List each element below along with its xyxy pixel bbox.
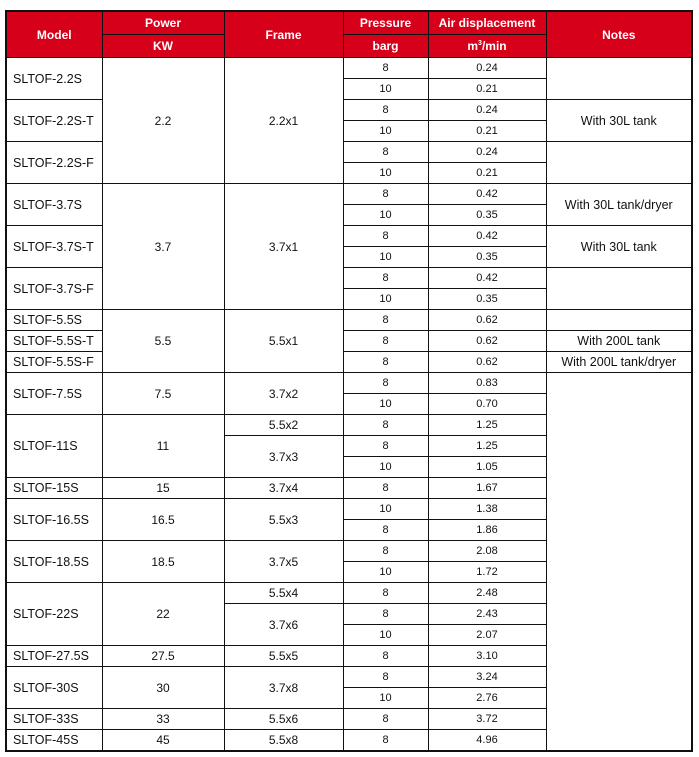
pressure-cell: 8 bbox=[343, 436, 428, 457]
frame-cell: 3.7x6 bbox=[224, 604, 343, 646]
air-displacement-cell: 1.86 bbox=[428, 520, 546, 541]
power-cell: 30 bbox=[102, 667, 224, 709]
model-cell: SLTOF-15S bbox=[6, 478, 102, 499]
model-cell: SLTOF-27.5S bbox=[6, 646, 102, 667]
power-cell: 2.2 bbox=[102, 58, 224, 184]
frame-cell: 2.2x1 bbox=[224, 58, 343, 184]
power-cell: 11 bbox=[102, 415, 224, 478]
pressure-cell: 8 bbox=[343, 142, 428, 163]
air-displacement-cell: 0.42 bbox=[428, 226, 546, 247]
notes-cell bbox=[546, 373, 692, 752]
header-power-unit: KW bbox=[102, 35, 224, 58]
model-cell: SLTOF-3.7S-F bbox=[6, 268, 102, 310]
header-pressure: Pressure bbox=[343, 11, 428, 35]
table-body bbox=[6, 58, 692, 752]
frame-cell: 5.5x6 bbox=[224, 709, 343, 730]
air-displacement-cell: 2.76 bbox=[428, 688, 546, 709]
power-cell: 27.5 bbox=[102, 646, 224, 667]
pressure-cell: 8 bbox=[343, 520, 428, 541]
model-cell: SLTOF-3.7S-T bbox=[6, 226, 102, 268]
pressure-cell: 10 bbox=[343, 457, 428, 478]
air-displacement-cell: 2.43 bbox=[428, 604, 546, 625]
pressure-cell: 10 bbox=[343, 499, 428, 520]
model-cell: SLTOF-45S bbox=[6, 730, 102, 752]
pressure-cell: 8 bbox=[343, 583, 428, 604]
pressure-cell: 8 bbox=[343, 310, 428, 331]
frame-cell: 5.5x1 bbox=[224, 310, 343, 373]
power-cell: 7.5 bbox=[102, 373, 224, 415]
air-unit-base: m bbox=[467, 39, 479, 53]
air-displacement-cell: 2.08 bbox=[428, 541, 546, 562]
model-cell: SLTOF-2.2S-T bbox=[6, 100, 102, 142]
power-cell: 45 bbox=[102, 730, 224, 752]
table-row bbox=[6, 58, 692, 79]
air-displacement-cell: 1.72 bbox=[428, 562, 546, 583]
model-cell: SLTOF-11S bbox=[6, 415, 102, 478]
power-cell: 22 bbox=[102, 583, 224, 646]
model-cell: SLTOF-7.5S bbox=[6, 373, 102, 415]
air-displacement-cell: 0.42 bbox=[428, 184, 546, 205]
model-cell: SLTOF-3.7S bbox=[6, 184, 102, 226]
frame-cell: 3.7x5 bbox=[224, 541, 343, 583]
model-cell: SLTOF-5.5S-T bbox=[6, 331, 102, 352]
pressure-cell: 8 bbox=[343, 667, 428, 688]
model-cell: SLTOF-5.5S bbox=[6, 310, 102, 331]
air-displacement-cell: 0.42 bbox=[428, 268, 546, 289]
specification-table bbox=[5, 10, 693, 752]
air-displacement-cell: 1.25 bbox=[428, 436, 546, 457]
pressure-cell: 10 bbox=[343, 394, 428, 415]
pressure-cell: 10 bbox=[343, 289, 428, 310]
pressure-cell: 8 bbox=[343, 646, 428, 667]
air-displacement-cell: 0.35 bbox=[428, 205, 546, 226]
air-displacement-cell: 0.62 bbox=[428, 352, 546, 373]
air-unit-sup: 3 bbox=[478, 40, 482, 47]
model-cell: SLTOF-2.2S bbox=[6, 58, 102, 100]
notes-cell: With 30L tank/dryer bbox=[546, 184, 692, 226]
header-power: Power bbox=[102, 11, 224, 35]
air-displacement-cell: 0.21 bbox=[428, 79, 546, 100]
power-cell: 33 bbox=[102, 709, 224, 730]
pressure-cell: 8 bbox=[343, 478, 428, 499]
air-displacement-cell: 1.25 bbox=[428, 415, 546, 436]
frame-cell: 5.5x8 bbox=[224, 730, 343, 752]
air-displacement-cell: 4.96 bbox=[428, 730, 546, 752]
air-displacement-cell: 0.35 bbox=[428, 247, 546, 268]
power-cell: 16.5 bbox=[102, 499, 224, 541]
pressure-cell: 10 bbox=[343, 163, 428, 184]
header-notes: Notes bbox=[546, 11, 692, 58]
pressure-cell: 10 bbox=[343, 205, 428, 226]
air-displacement-cell: 3.72 bbox=[428, 709, 546, 730]
air-displacement-cell: 3.10 bbox=[428, 646, 546, 667]
frame-cell: 5.5x2 bbox=[224, 415, 343, 436]
notes-cell: With 200L tank bbox=[546, 331, 692, 352]
air-displacement-cell: 0.70 bbox=[428, 394, 546, 415]
pressure-cell: 8 bbox=[343, 415, 428, 436]
pressure-cell: 8 bbox=[343, 226, 428, 247]
notes-cell: With 30L tank bbox=[546, 226, 692, 268]
air-displacement-cell: 0.21 bbox=[428, 121, 546, 142]
air-displacement-cell: 1.38 bbox=[428, 499, 546, 520]
frame-cell: 3.7x4 bbox=[224, 478, 343, 499]
table-row bbox=[6, 373, 692, 394]
air-displacement-cell: 0.62 bbox=[428, 310, 546, 331]
pressure-cell: 8 bbox=[343, 58, 428, 79]
frame-cell: 3.7x8 bbox=[224, 667, 343, 709]
pressure-cell: 8 bbox=[343, 373, 428, 394]
header-air-displacement: Air displacement bbox=[428, 11, 546, 35]
frame-cell: 3.7x2 bbox=[224, 373, 343, 415]
header-air-unit bbox=[428, 35, 546, 58]
pressure-cell: 8 bbox=[343, 541, 428, 562]
pressure-cell: 10 bbox=[343, 688, 428, 709]
power-cell: 3.7 bbox=[102, 184, 224, 310]
air-displacement-cell: 0.35 bbox=[428, 289, 546, 310]
air-unit-rest: /min bbox=[481, 39, 507, 53]
frame-cell: 3.7x1 bbox=[224, 184, 343, 310]
air-displacement-cell: 2.07 bbox=[428, 625, 546, 646]
air-displacement-cell: 2.48 bbox=[428, 583, 546, 604]
air-displacement-cell: 1.67 bbox=[428, 478, 546, 499]
pressure-cell: 8 bbox=[343, 331, 428, 352]
frame-cell: 5.5x3 bbox=[224, 499, 343, 541]
power-cell: 18.5 bbox=[102, 541, 224, 583]
model-cell: SLTOF-30S bbox=[6, 667, 102, 709]
pressure-cell: 10 bbox=[343, 247, 428, 268]
frame-cell: 5.5x5 bbox=[224, 646, 343, 667]
model-cell: SLTOF-2.2S-F bbox=[6, 142, 102, 184]
air-displacement-cell: 0.24 bbox=[428, 142, 546, 163]
model-cell: SLTOF-5.5S-F bbox=[6, 352, 102, 373]
notes-cell bbox=[546, 268, 692, 310]
air-displacement-cell: 3.24 bbox=[428, 667, 546, 688]
model-cell: SLTOF-16.5S bbox=[6, 499, 102, 541]
notes-cell bbox=[546, 310, 692, 331]
pressure-cell: 10 bbox=[343, 625, 428, 646]
pressure-cell: 8 bbox=[343, 709, 428, 730]
power-cell: 5.5 bbox=[102, 310, 224, 373]
table-row bbox=[6, 184, 692, 205]
pressure-cell: 8 bbox=[343, 352, 428, 373]
model-cell: SLTOF-22S bbox=[6, 583, 102, 646]
header-model: Model bbox=[6, 11, 102, 58]
frame-cell: 5.5x4 bbox=[224, 583, 343, 604]
model-cell: SLTOF-18.5S bbox=[6, 541, 102, 583]
air-displacement-cell: 0.24 bbox=[428, 58, 546, 79]
pressure-cell: 8 bbox=[343, 604, 428, 625]
power-cell: 15 bbox=[102, 478, 224, 499]
table-row bbox=[6, 310, 692, 331]
air-displacement-cell: 0.62 bbox=[428, 331, 546, 352]
pressure-cell: 10 bbox=[343, 121, 428, 142]
model-cell: SLTOF-33S bbox=[6, 709, 102, 730]
air-displacement-cell: 0.21 bbox=[428, 163, 546, 184]
header-frame: Frame bbox=[224, 11, 343, 58]
header-pressure-unit: barg bbox=[343, 35, 428, 58]
pressure-cell: 10 bbox=[343, 79, 428, 100]
notes-cell bbox=[546, 142, 692, 184]
frame-cell: 3.7x3 bbox=[224, 436, 343, 478]
air-displacement-cell: 0.24 bbox=[428, 100, 546, 121]
pressure-cell: 8 bbox=[343, 730, 428, 752]
pressure-cell: 8 bbox=[343, 100, 428, 121]
air-displacement-cell: 0.83 bbox=[428, 373, 546, 394]
notes-cell bbox=[546, 58, 692, 100]
notes-cell: With 200L tank/dryer bbox=[546, 352, 692, 373]
notes-cell: With 30L tank bbox=[546, 100, 692, 142]
pressure-cell: 8 bbox=[343, 184, 428, 205]
pressure-cell: 10 bbox=[343, 562, 428, 583]
air-displacement-cell: 1.05 bbox=[428, 457, 546, 478]
pressure-cell: 8 bbox=[343, 268, 428, 289]
